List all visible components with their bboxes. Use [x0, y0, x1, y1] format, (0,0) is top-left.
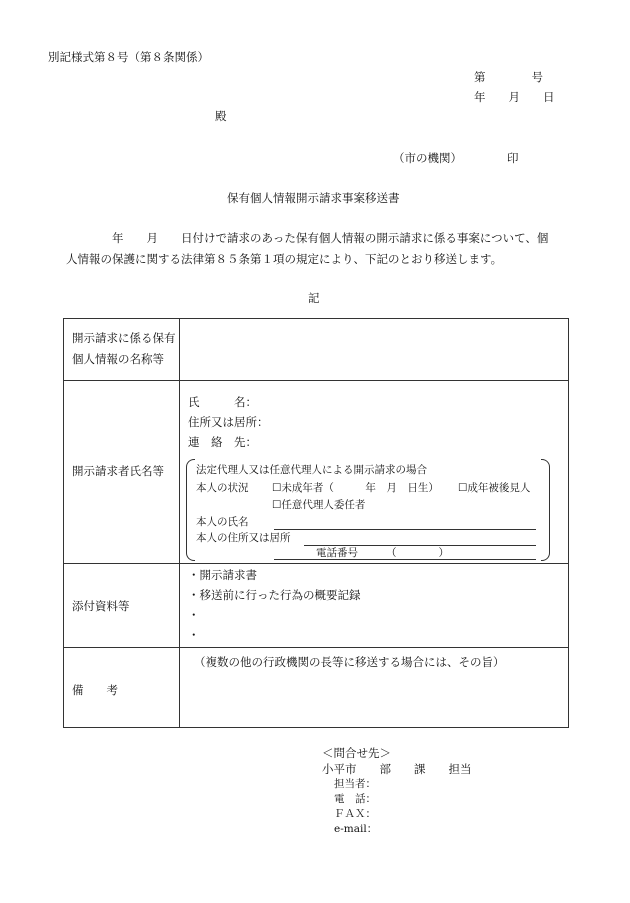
row-info-name-label-cell [64, 319, 180, 381]
row-remarks-value-cell [180, 648, 569, 728]
right-bracket [541, 459, 550, 561]
transfer-table [63, 318, 569, 728]
contact-phone: 電 話： [334, 793, 376, 805]
row-info-name [64, 319, 569, 381]
document-number: 第 号 [474, 70, 543, 84]
person-address-label: 本人の住所又は居所 [196, 532, 291, 544]
proxy-request-box [186, 459, 550, 559]
row-remarks-label-cell [64, 648, 180, 728]
person-name-label: 本人の氏名 [196, 516, 249, 528]
row-attachments-value-cell [180, 564, 569, 648]
row-attachments [64, 564, 569, 648]
attachment-item: ・移送前に行った行為の概要記録 [188, 588, 361, 602]
row-info-name-label-b: 個人情報の名称等 [72, 352, 164, 366]
phone-line [274, 559, 536, 560]
attachment-item: ・ [188, 628, 200, 642]
row-requester-value-cell [180, 381, 569, 564]
contact-email: e-mail： [334, 823, 378, 835]
phone-parens: （ ） [386, 547, 449, 559]
body-text-line-1: 年 月 日付けで請求のあった保有個人情報の開示請求に係る事案について、個 [66, 231, 549, 245]
row-requester [64, 381, 569, 564]
requester-address-label: 住所又は居所： [188, 415, 269, 429]
row-attachments-label-cell [64, 564, 180, 648]
person-address-line [304, 545, 536, 546]
left-bracket [186, 459, 195, 561]
contact-person: 担当者： [334, 778, 376, 790]
adult-guardian-checkbox[interactable]: ☐成年被後見人 [458, 482, 531, 494]
voluntary-agent-checkbox[interactable]: ☐任意代理人委任者 [272, 499, 366, 511]
person-name-line [274, 529, 536, 530]
row-info-name-value-cell [180, 319, 569, 381]
row-attachments-label: 添付資料等 [72, 599, 130, 613]
remarks-note: （複数の他の行政機関の長等に移送する場合には、その旨） [194, 655, 505, 669]
phone-label: 電話番号 [316, 547, 358, 559]
requester-name-label: 氏 名： [188, 395, 257, 409]
row-remarks [64, 648, 569, 728]
person-status-label: 本人の状況 [196, 482, 249, 494]
proxy-heading: 法定代理人又は任意代理人による開示請求の場合 [196, 464, 427, 476]
contact-dept: 小平市 部 課 担当 [322, 762, 472, 776]
row-requester-label-cell [64, 381, 180, 564]
contact-heading: ＜問合せ先＞ [322, 746, 391, 760]
body-text-line-2: 人情報の保護に関する法律第８５条第１項の規定により、下記のとおり移送します。 [66, 252, 503, 266]
document-date: 年 月 日 [474, 90, 555, 104]
ki-heading: 記 [308, 291, 320, 305]
row-requester-label: 開示請求者氏名等 [72, 464, 164, 478]
issuer: （市の機関） [393, 151, 462, 165]
addressee-suffix: 殿 [215, 109, 227, 123]
contact-fax: ＦＡＸ： [334, 808, 376, 820]
row-remarks-label: 備 考 [72, 683, 118, 697]
row-info-name-label-a: 開示請求に係る保有 [72, 331, 176, 345]
document-title: 保有個人情報開示請求事案移送書 [227, 191, 400, 205]
seal-mark: 印 [507, 151, 519, 165]
form-id: 別記様式第８号（第８条関係） [48, 50, 209, 64]
requester-contact-label: 連 絡 先： [188, 435, 257, 449]
attachment-item: ・開示請求書 [188, 568, 257, 582]
attachment-item: ・ [188, 608, 200, 622]
minor-checkbox[interactable]: ☐未成年者（ 年 月 日生） [272, 482, 439, 494]
